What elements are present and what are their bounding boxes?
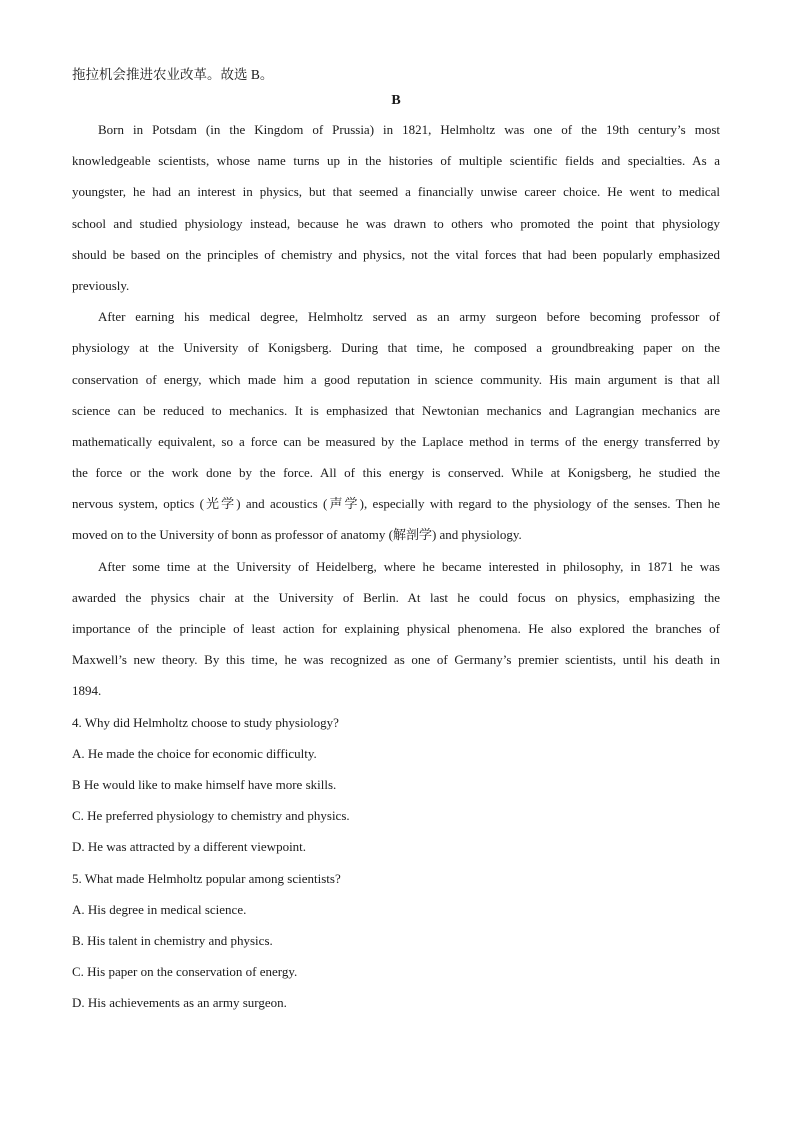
paragraph-line: awarded the physics chair at the University of Berlin. At last he could focus on physics, emphasizing the	[72, 589, 720, 605]
paragraph-line: physiology at the University of Konigsberg. During that time, he composed a groundbreaking paper on the	[72, 340, 720, 356]
paragraph-line: knowledgeable scientists, whose name turns up in the histories of multiple scientific fields and specialties. As a	[72, 153, 720, 169]
paragraph-line: mathematically equivalent, so a force can be measured by the Laplace method in terms of the energy transferred by	[72, 433, 720, 449]
answer-option-b: B He would like to make himself have more skills.	[72, 776, 337, 792]
answer-option-c: C. His paper on the conservation of energy.	[72, 964, 298, 980]
paragraph-line: importance of the principle of least action for explaining physical phenomena. He also explored the branches of	[72, 621, 720, 636]
answer-option-d: D. He was attracted by a different viewpoint.	[72, 839, 307, 855]
passage-heading: B	[391, 93, 401, 108]
question-stem: 5. What made Helmholtz popular among scientists?	[72, 870, 341, 886]
paragraph-line: 1894.	[72, 683, 102, 699]
answer-option-a: A. His degree in medical science.	[72, 901, 247, 917]
paragraph-line: After some time at the University of Heidelberg, where he became interested in philosophy, in 1871 he was	[98, 558, 720, 574]
paragraph-line: youngster, he had an interest in physics, but that seemed a financially unwise career choice. He went to medical	[72, 184, 720, 200]
paragraph-line: previously.	[72, 277, 130, 293]
answer-option-d: D. His achievements as an army surgeon.	[72, 995, 287, 1011]
paragraph-3	[72, 551, 720, 707]
paragraph-line: nervous system, optics (光学) and acoustics (声学), especially with regard to the physiology of the senses. Then he	[72, 496, 720, 512]
paragraph-line: After earning his medical degree, Helmholtz served as an army surgeon before becoming professor of	[98, 309, 720, 325]
paragraph-line: moved on to the University of bonn as professor of anatomy (解剖学) and physiology.	[72, 527, 522, 543]
paragraph-line: science can be reduced to mechanics. It is emphasized that Newtonian mechanics and Lagrangian mechanics are	[72, 402, 720, 418]
answer-option-b: B. His talent in chemistry and physics.	[72, 932, 273, 948]
answer-option-c: C. He preferred physiology to chemistry and physics.	[72, 808, 350, 824]
paragraph-line: should be based on the principles of chemistry and physics, not the vital forces that had been popularly emphasized	[72, 246, 720, 262]
question-4	[72, 707, 720, 863]
paragraph-line: Maxwell’s new theory. By this time, he was recognized as one of Germany’s premier scientists, until his death in	[72, 652, 720, 668]
paragraph-1	[72, 114, 720, 301]
question-stem: 4. Why did Helmholtz choose to study physiology?	[72, 714, 339, 730]
document-page	[72, 62, 720, 1018]
paragraph-line: the force or the work done by the force. All of this energy is conserved. While at Konigsberg, he studied the	[72, 465, 720, 481]
paragraph-line: conservation of energy, which made him a good reputation in science community. His main argument is that all	[72, 371, 720, 387]
answer-option-a: A. He made the choice for economic difficulty.	[72, 745, 317, 761]
paragraph-2	[72, 301, 720, 551]
question-5	[72, 863, 720, 1019]
paragraph-line: Born in Potsdam (in the Kingdom of Prussia) in 1821, Helmholtz was one of the 19th century’s most	[98, 122, 720, 137]
previous-answer-text: 拖拉机会推进农业改革。故选 B。	[72, 67, 274, 82]
paragraph-line: school and studied physiology instead, because he was drawn to others who promoted the point that physiology	[72, 215, 720, 231]
